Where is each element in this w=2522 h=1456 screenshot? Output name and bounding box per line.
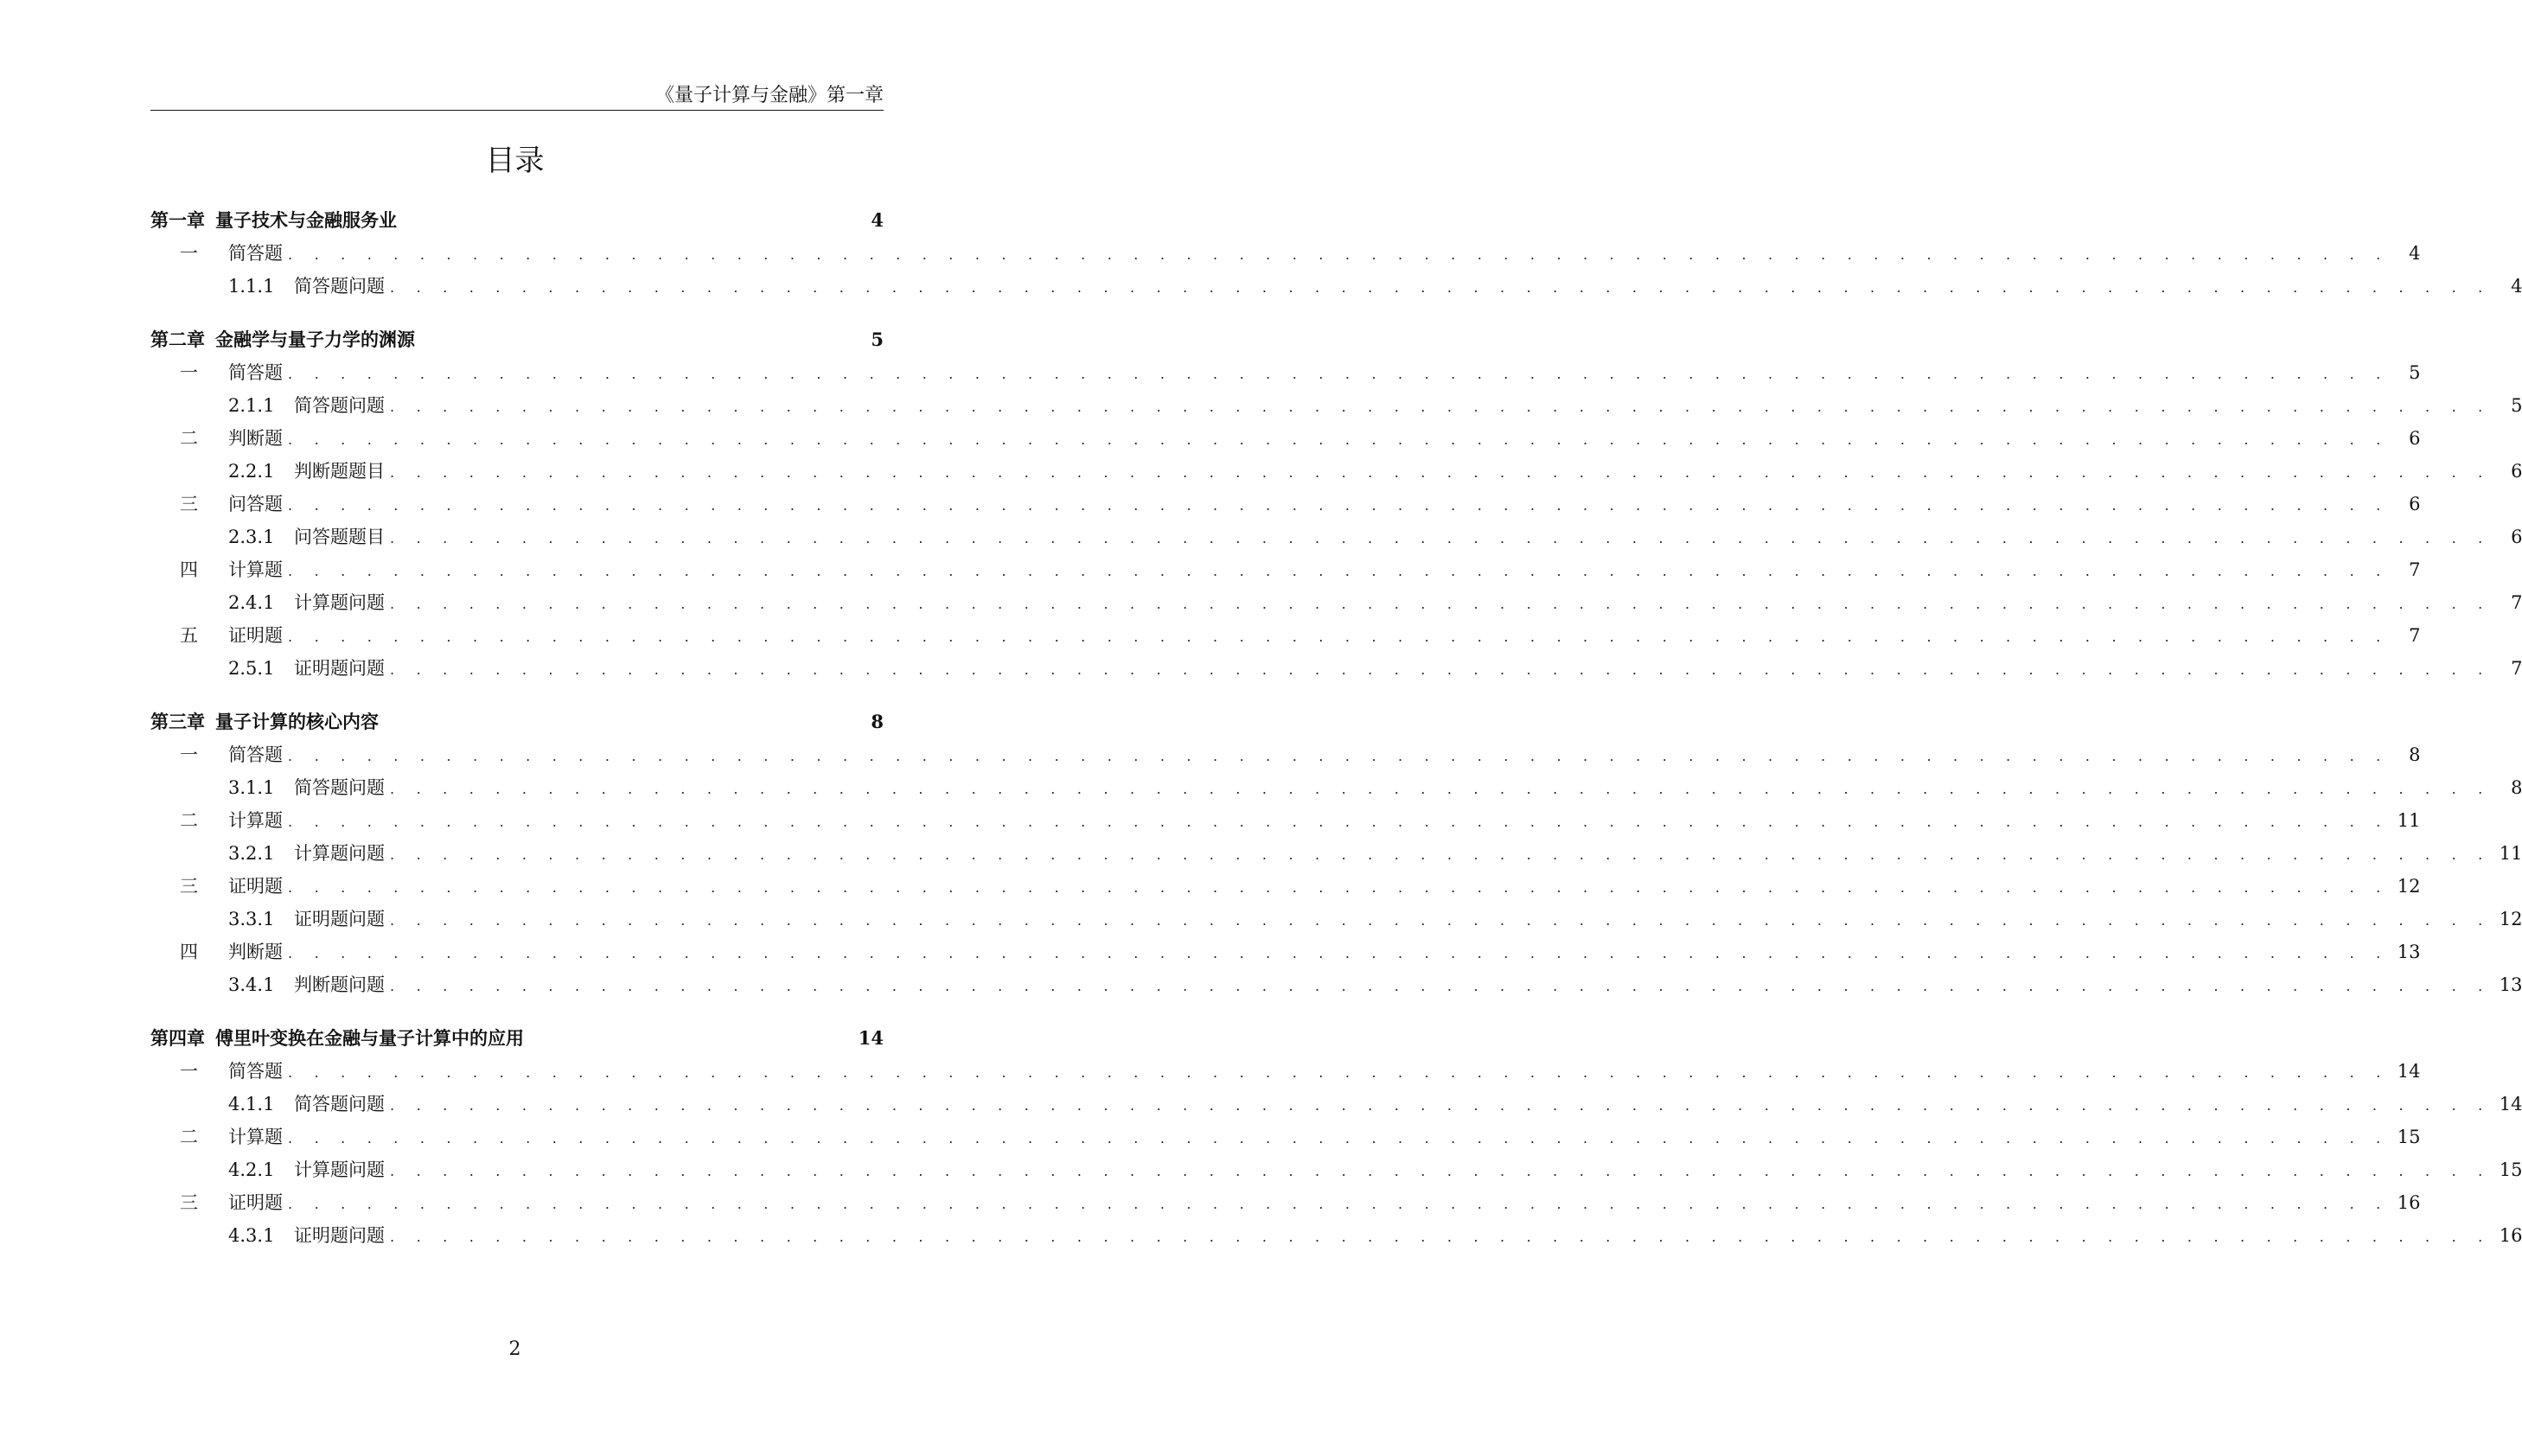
toc-subsection-title: 计算题问题	[294, 1159, 385, 1180]
toc-chapter-entry[interactable]	[150, 204, 884, 237]
toc-subsection-number: 2.2.1	[228, 461, 275, 482]
toc-section-entry[interactable]	[150, 1121, 2421, 1153]
toc-subsection-label	[150, 1219, 385, 1252]
toc-dot-leader: . . . . . . . . . . . . . . . . . . . . . . . . . . . . . . . . . . . . . . . . . . . . . . . . . . . . . . . . . . . . . . . . . . . . . . . . . . . . . . . .	[288, 431, 2390, 448]
toc-subsection-title: 判断题问题	[294, 974, 385, 995]
toc-section-label	[150, 1121, 283, 1153]
toc-subsection-entry[interactable]	[150, 455, 2522, 488]
toc-subsection-number: 2.1.1	[228, 395, 275, 416]
toc-subsection-entry[interactable]	[150, 1088, 2522, 1121]
toc-chapter-title: 量子技术与金融服务业	[215, 210, 397, 231]
toc-subsection-label	[150, 389, 385, 422]
toc-section-page: 7	[2409, 559, 2421, 580]
toc-section-page: 6	[2409, 428, 2421, 449]
toc-subsection-page: 16	[2499, 1225, 2522, 1246]
toc-section-title: 证明题	[228, 1192, 283, 1213]
toc-section-label	[150, 488, 283, 520]
toc-subsection-label	[150, 652, 385, 685]
toc-section-label	[150, 237, 283, 270]
toc-dot-leader: . . . . . . . . . . . . . . . . . . . . . . . . . . . . . . . . . . . . . . . . . . . . . . . . . . . . . . . . . . . . . . . . . . . . . . . . . . . . . . . .	[288, 945, 2390, 961]
toc-subsection-title: 简答题问题	[294, 1094, 385, 1114]
toc-subsection-number: 4.2.1	[228, 1159, 275, 1180]
toc-subsection-label	[150, 520, 385, 553]
toc-section-title: 简答题	[228, 362, 283, 383]
toc-section-title: 判断题	[228, 428, 283, 449]
toc-dot-leader: . . . . . . . . . . . . . . . . . . . . . . . . . . . . . . . . . . . . . . . . . . . . . . . . . . . . . . . . . . . . . . . . . . . . . . . . . . . . . . . .	[390, 399, 2492, 415]
toc-subsection-title: 证明题问题	[294, 658, 385, 679]
toc-dot-leader: . . . . . . . . . . . . . . . . . . . . . . . . . . . . . . . . . . . . . . . . . . . . . . . . . . . . . . . . . . . . . . . . . . . . . . . . . . . . . . . .	[288, 366, 2390, 382]
toc-dot-leader: . . . . . . . . . . . . . . . . . . . . . . . . . . . . . . . . . . . . . . . . . . . . . . . . . . . . . . . . . . . . . . . . . . . . . . . . . . . . . . . .	[288, 497, 2390, 514]
toc-chapter-title: 傅里叶变换在金融与量子计算中的应用	[215, 1028, 524, 1049]
toc-dot-leader: . . . . . . . . . . . . . . . . . . . . . . . . . . . . . . . . . . . . . . . . . . . . . . . . . . . . . . . . . . . . . . . . . . . . . . . . . . . . . . . .	[390, 1229, 2492, 1245]
toc-section-label	[150, 422, 283, 455]
toc-subsection-entry[interactable]	[150, 389, 2522, 422]
toc-subsection-label	[150, 586, 385, 619]
toc-section-label	[150, 804, 283, 837]
toc-subsection-page: 4	[2511, 276, 2522, 297]
toc-section-entry[interactable]	[150, 237, 2421, 270]
toc-subsection-entry[interactable]	[150, 968, 2522, 1001]
toc-section-entry[interactable]	[150, 1055, 2421, 1088]
toc-dot-leader: . . . . . . . . . . . . . . . . . . . . . . . . . . . . . . . . . . . . . . . . . . . . . . . . . . . . . . . . . . . . . . . . . . . . . . . . . . . . . . . .	[288, 814, 2390, 830]
toc-section-marker: 一	[180, 744, 198, 765]
toc-subsection-page: 14	[2499, 1094, 2522, 1114]
toc-section-marker: 一	[180, 1061, 198, 1082]
running-header-title: 《量子计算与金融》第一章	[654, 85, 884, 106]
toc-section-marker: 一	[180, 243, 198, 264]
toc-chapter-page: 5	[871, 329, 884, 350]
toc-section-marker: 四	[180, 559, 198, 580]
toc-subsection-title: 证明题问题	[294, 909, 385, 929]
toc-section-marker: 二	[180, 1127, 198, 1147]
toc-section-page: 16	[2397, 1192, 2421, 1213]
toc-subsection-number: 2.3.1	[228, 527, 275, 547]
toc-dot-leader: . . . . . . . . . . . . . . . . . . . . . . . . . . . . . . . . . . . . . . . . . . . . . . . . . . . . . . . . . . . . . . . . . . . . . . . . . . . . . . . .	[390, 846, 2492, 863]
toc-section-marker: 五	[180, 625, 198, 646]
toc-dot-leader: . . . . . . . . . . . . . . . . . . . . . . . . . . . . . . . . . . . . . . . . . . . . . . . . . . . . . . . . . . . . . . . . . . . . . . . . . . . . . . . .	[288, 1130, 2390, 1146]
toc-chapter-page: 14	[858, 1027, 884, 1049]
toc-chapter	[150, 706, 2522, 1001]
toc-section-page: 13	[2397, 942, 2421, 962]
toc-section-label	[150, 1055, 283, 1088]
toc-section-marker: 一	[180, 362, 198, 383]
toc-subsection-entry[interactable]	[150, 1219, 2522, 1252]
toc-subsection-number: 3.4.1	[228, 974, 275, 995]
toc-dot-leader: . . . . . . . . . . . . . . . . . . . . . . . . . . . . . . . . . . . . . . . . . . . . . . . . . . . . . . . . . . . . . . . . . . . . . . . . . . . . . . . .	[288, 629, 2390, 645]
page-number: 2	[508, 1338, 521, 1360]
toc-subsection-page: 12	[2499, 909, 2522, 929]
toc-section-title: 计算题	[228, 810, 283, 831]
toc-section-marker: 四	[180, 942, 198, 962]
toc-dot-leader: . . . . . . . . . . . . . . . . . . . . . . . . . . . . . . . . . . . . . . . . . . . . . . . . . . . . . . . . . . . . . . . . . . . . . . . . . . . . . . . .	[288, 246, 2390, 263]
toc-subsection-entry[interactable]	[150, 903, 2522, 936]
toc-dot-leader: . . . . . . . . . . . . . . . . . . . . . . . . . . . . . . . . . . . . . . . . . . . . . . . . . . . . . . . . . . . . . . . . . . . . . . . . . . . . . . . .	[390, 279, 2492, 296]
toc-subsection-number: 3.1.1	[228, 777, 275, 798]
toc-subsection-title: 简答题问题	[294, 395, 385, 416]
toc-dot-leader: . . . . . . . . . . . . . . . . . . . . . . . . . . . . . . . . . . . . . . . . . . . . . . . . . . . . . . . . . . . . . . . . . . . . . . . . . . . . . . . .	[390, 1097, 2492, 1114]
toc-dot-leader: . . . . . . . . . . . . . . . . . . . . . . . . . . . . . . . . . . . . . . . . . . . . . . . . . . . . . . . . . . . . . . . . . . . . . . . . . . . . . . . .	[390, 781, 2492, 797]
toc-section-page: 11	[2397, 810, 2421, 831]
toc-dot-leader: . . . . . . . . . . . . . . . . . . . . . . . . . . . . . . . . . . . . . . . . . . . . . . . . . . . . . . . . . . . . . . . . . . . . . . . . . . . . . . . .	[390, 530, 2492, 546]
toc-section-entry[interactable]	[150, 553, 2421, 586]
toc-subsection-label	[150, 1088, 385, 1121]
toc-section-marker: 二	[180, 810, 198, 831]
toc-subsection-number: 1.1.1	[228, 276, 275, 297]
toc-subsection-number: 3.3.1	[228, 909, 275, 929]
toc-section-label	[150, 619, 283, 652]
toc-chapter-label	[150, 706, 379, 738]
toc-subsection-title: 问答题题目	[294, 527, 385, 547]
toc-subsection-page: 6	[2511, 461, 2522, 482]
toc-subsection-entry[interactable]	[150, 1153, 2522, 1186]
toc-dot-leader: . . . . . . . . . . . . . . . . . . . . . . . . . . . . . . . . . . . . . . . . . . . . . . . . . . . . . . . . . . . . . . . . . . . . . . . . . . . . . . . .	[288, 879, 2390, 896]
toc-subsection-entry[interactable]	[150, 771, 2522, 804]
toc-section-label	[150, 356, 283, 389]
toc-section-page: 15	[2397, 1127, 2421, 1147]
toc-subsection-label	[150, 270, 385, 303]
toc-subsection-label	[150, 1153, 385, 1186]
toc-section-marker: 三	[180, 876, 198, 897]
toc-section-label	[150, 1186, 283, 1219]
toc-subsection-page: 8	[2511, 777, 2522, 798]
toc-section-page: 12	[2397, 876, 2421, 897]
toc-chapter-entry[interactable]	[150, 706, 884, 738]
toc-subsection-label	[150, 771, 385, 804]
toc-dot-leader: . . . . . . . . . . . . . . . . . . . . . . . . . . . . . . . . . . . . . . . . . . . . . . . . . . . . . . . . . . . . . . . . . . . . . . . . . . . . . . . .	[288, 1196, 2390, 1212]
toc-subsection-number: 2.5.1	[228, 658, 275, 679]
toc-chapter	[150, 1022, 2522, 1252]
toc-subsection-label	[150, 837, 385, 870]
toc-dot-leader: . . . . . . . . . . . . . . . . . . . . . . . . . . . . . . . . . . . . . . . . . . . . . . . . . . . . . . . . . . . . . . . . . . . . . . . . . . . . . . . .	[288, 563, 2390, 579]
toc-subsection-title: 计算题问题	[294, 592, 385, 613]
toc-section-title: 计算题	[228, 1127, 283, 1147]
toc-section-label	[150, 870, 283, 903]
toc-section-marker: 三	[180, 494, 198, 514]
toc-dot-leader: . . . . . . . . . . . . . . . . . . . . . . . . . . . . . . . . . . . . . . . . . . . . . . . . . . . . . . . . . . . . . . . . . . . . . . . . . . . . . . . .	[288, 748, 2390, 764]
toc-subsection-label	[150, 968, 385, 1001]
toc-chapter-label	[150, 1022, 524, 1055]
toc-section-entry[interactable]	[150, 619, 2421, 652]
toc-subsection-page: 5	[2511, 395, 2522, 416]
toc-section-title: 简答题	[228, 243, 283, 264]
toc-section-entry[interactable]	[150, 356, 2421, 389]
toc-chapter-page: 4	[871, 209, 884, 231]
toc-dot-leader: . . . . . . . . . . . . . . . . . . . . . . . . . . . . . . . . . . . . . . . . . . . . . . . . . . . . . . . . . . . . . . . . . . . . . . . . . . . . . . . .	[390, 596, 2492, 612]
toc-chapter-marker: 第一章	[150, 210, 205, 231]
toc-section-entry[interactable]	[150, 422, 2421, 455]
toc-dot-leader: . . . . . . . . . . . . . . . . . . . . . . . . . . . . . . . . . . . . . . . . . . . . . . . . . . . . . . . . . . . . . . . . . . . . . . . . . . . . . . . .	[390, 661, 2492, 678]
toc-subsection-label	[150, 455, 385, 488]
toc-subsection-title: 简答题问题	[294, 777, 385, 798]
toc-subsection-label	[150, 903, 385, 936]
toc-section-entry[interactable]	[150, 738, 2421, 771]
toc-chapter	[150, 323, 2522, 685]
toc-subsection-page: 11	[2499, 843, 2522, 864]
running-header	[150, 83, 884, 111]
toc-section-title: 简答题	[228, 744, 283, 765]
toc-section-page: 5	[2409, 362, 2421, 383]
toc-chapter-entry[interactable]	[150, 1022, 884, 1055]
toc-chapter-page: 8	[871, 711, 884, 732]
toc-section-marker: 二	[180, 428, 198, 449]
toc-subsection-page: 13	[2499, 974, 2522, 995]
toc-dot-leader: . . . . . . . . . . . . . . . . . . . . . . . . . . . . . . . . . . . . . . . . . . . . . . . . . . . . . . . . . . . . . . . . . . . . . . . . . . . . . . . .	[390, 978, 2492, 994]
toc-subsection-page: 7	[2511, 658, 2522, 679]
toc-dot-leader: . . . . . . . . . . . . . . . . . . . . . . . . . . . . . . . . . . . . . . . . . . . . . . . . . . . . . . . . . . . . . . . . . . . . . . . . . . . . . . . .	[390, 1163, 2492, 1179]
toc-section-title: 问答题	[228, 494, 283, 514]
toc-subsection-page: 6	[2511, 527, 2522, 547]
toc-chapter-title: 金融学与量子力学的渊源	[215, 329, 415, 350]
toc-section-title: 证明题	[228, 876, 283, 897]
toc-dot-leader: . . . . . . . . . . . . . . . . . . . . . . . . . . . . . . . . . . . . . . . . . . . . . . . . . . . . . . . . . . . . . . . . . . . . . . . . . . . . . . . .	[390, 464, 2492, 481]
toc-subsection-entry[interactable]	[150, 586, 2522, 619]
toc-chapter-marker: 第四章	[150, 1028, 205, 1049]
toc-subsection-title: 证明题问题	[294, 1225, 385, 1246]
toc-subsection-title: 简答题问题	[294, 276, 385, 297]
toc-chapter-marker: 第二章	[150, 329, 205, 350]
toc-subsection-number: 4.3.1	[228, 1225, 275, 1246]
toc-subsection-entry[interactable]	[150, 837, 2522, 870]
toc-subsection-title: 判断题题目	[294, 461, 385, 482]
toc-chapter-label	[150, 323, 415, 356]
toc-section-page: 7	[2409, 625, 2421, 646]
toc-subsection-page: 7	[2511, 592, 2522, 613]
toc-section-entry[interactable]	[150, 804, 2421, 837]
table-of-contents	[150, 204, 2522, 1273]
toc-dot-leader: . . . . . . . . . . . . . . . . . . . . . . . . . . . . . . . . . . . . . . . . . . . . . . . . . . . . . . . . . . . . . . . . . . . . . . . . . . . . . . . .	[390, 912, 2492, 929]
toc-chapter-label	[150, 204, 397, 237]
toc-section-label	[150, 738, 283, 771]
toc-section-label	[150, 553, 283, 586]
toc-subsection-entry[interactable]	[150, 520, 2522, 553]
toc-chapter-entry[interactable]	[150, 323, 884, 356]
toc-subsection-number: 3.2.1	[228, 843, 275, 864]
toc-section-entry[interactable]	[150, 870, 2421, 903]
toc-chapter-marker: 第三章	[150, 712, 205, 732]
toc-section-page: 6	[2409, 494, 2421, 514]
toc-subsection-number: 2.4.1	[228, 592, 275, 613]
toc-subsection-title: 计算题问题	[294, 843, 385, 864]
toc-subsection-entry[interactable]	[150, 652, 2522, 685]
toc-section-label	[150, 936, 283, 968]
toc-section-page: 4	[2409, 243, 2421, 264]
toc-subsection-page: 15	[2499, 1159, 2522, 1180]
toc-section-title: 判断题	[228, 942, 283, 962]
toc-section-entry[interactable]	[150, 488, 2421, 520]
toc-section-title: 计算题	[228, 559, 283, 580]
toc-section-marker: 三	[180, 1192, 198, 1213]
toc-title: 目录	[485, 144, 545, 178]
toc-subsection-number: 4.1.1	[228, 1094, 275, 1114]
toc-section-entry[interactable]	[150, 936, 2421, 968]
toc-section-title: 简答题	[228, 1061, 283, 1082]
toc-subsection-entry[interactable]	[150, 270, 2522, 303]
toc-section-page: 14	[2397, 1061, 2421, 1082]
toc-chapter	[150, 204, 2522, 303]
toc-section-entry[interactable]	[150, 1186, 2421, 1219]
toc-section-title: 证明题	[228, 625, 283, 646]
toc-section-page: 8	[2409, 744, 2421, 765]
toc-dot-leader: . . . . . . . . . . . . . . . . . . . . . . . . . . . . . . . . . . . . . . . . . . . . . . . . . . . . . . . . . . . . . . . . . . . . . . . . . . . . . . . .	[288, 1064, 2390, 1081]
toc-chapter-title: 量子计算的核心内容	[215, 712, 379, 732]
